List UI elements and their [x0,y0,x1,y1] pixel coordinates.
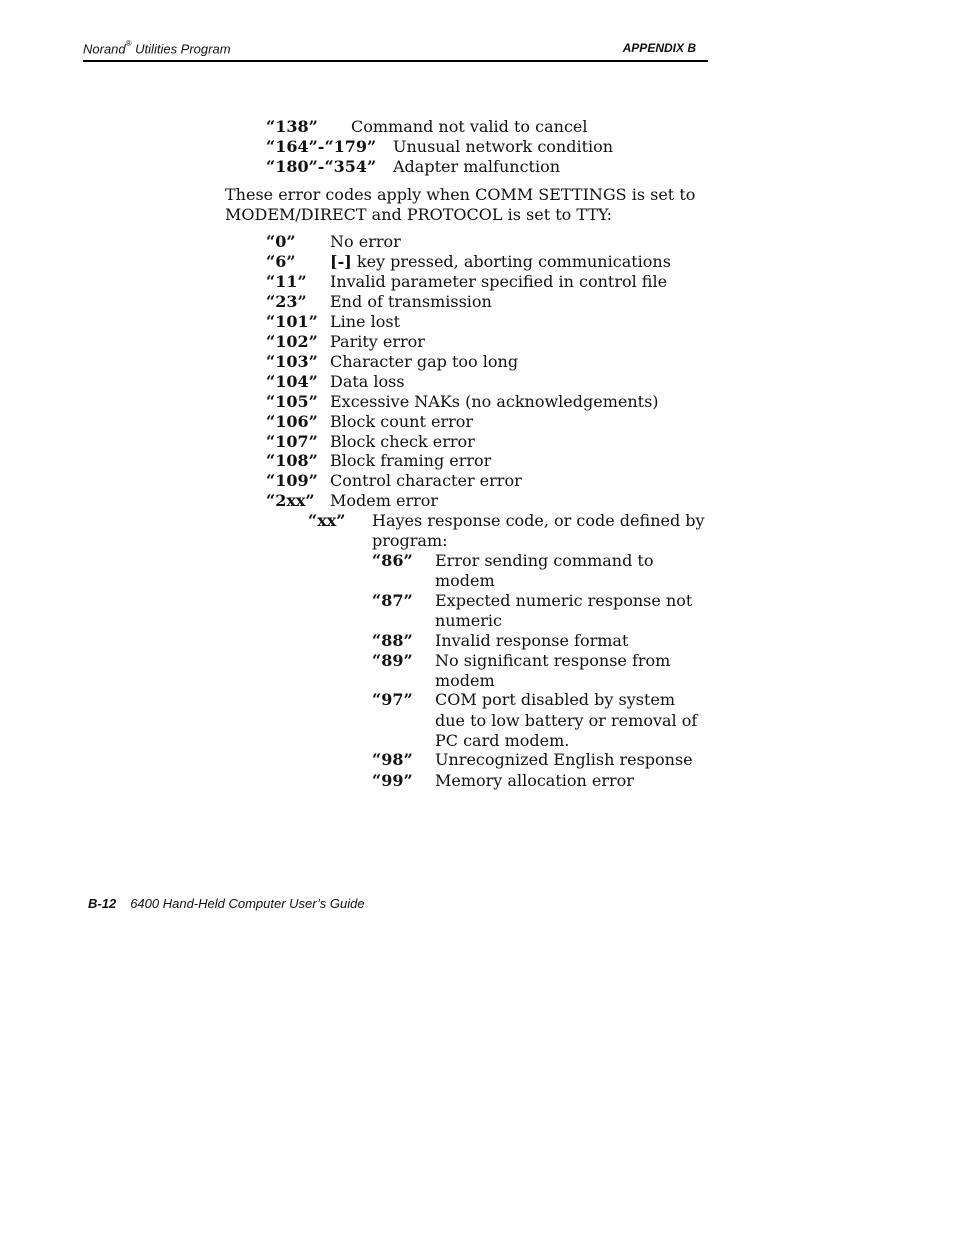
error-code: “88” [372,631,413,650]
header-brand: Norand [83,41,126,57]
error-description: Command not valid to cancel [351,117,588,136]
error-description: Control character error [330,471,522,490]
error-code: “103” [266,352,318,371]
error-code: “99” [372,771,413,790]
error-description: Block check error [330,432,475,451]
error-code: “104” [266,372,318,391]
error-code: “86” [372,551,413,570]
error-description: Line lost [330,312,400,331]
error-code: “108” [266,451,318,470]
error-code: “98” [372,750,413,769]
error-description: Hayes response code, or code defined by [372,511,705,530]
header-appendix: APPENDIX B [622,41,696,55]
error-description: Expected numeric response not [435,591,693,610]
error-description: Memory allocation error [435,771,634,790]
error-description: No error [330,232,401,251]
header-program: Utilities Program [135,41,231,57]
error-description: Error sending command to [435,551,654,570]
error-code: “97” [372,690,413,709]
intro-line: These error codes apply when COMM SETTINGS is set to [225,185,696,204]
page-footer [88,896,365,911]
intro-line: MODEM/DIRECT and PROTOCOL is set to TTY: [225,205,612,224]
error-code: “101” [266,312,318,331]
error-code: “11” [266,272,307,291]
error-description: Data loss [330,372,405,391]
error-description-cont: PC card modem. [435,731,570,750]
error-code: “xx” [308,511,346,530]
error-description-cont: modem [435,671,495,690]
error-description-cont: modem [435,571,495,590]
error-description: Block count error [330,412,474,431]
minus-key: [-] [330,252,352,271]
guide-title: 6400 Hand-Held Computer User’s Guide [130,896,365,911]
error-description: Block framing error [330,451,492,470]
error-description: Unrecognized English response [435,750,693,769]
error-description: Excessive NAKs (no acknowledgements) [330,392,659,411]
error-description: Invalid response format [435,631,629,650]
error-description: No significant response from [435,651,671,670]
error-code: “105” [266,392,318,411]
error-description: Modem error [330,491,439,510]
error-description-cont: numeric [435,611,502,630]
running-header [83,40,708,62]
error-description: Character gap too long [330,352,519,371]
error-code: “0” [266,232,296,251]
error-code: “180”-“354” [266,157,377,176]
error-code: “23” [266,292,307,311]
error-code: “2xx” [266,491,315,510]
error-code: “109” [266,471,318,490]
error-description: Adapter malfunction [393,157,561,176]
error-code: “102” [266,332,318,351]
page-number: B-12 [88,896,117,911]
error-code: “138” [266,117,318,136]
error-code: “164”-“179” [266,137,377,156]
xx-description-cont: program: [372,531,448,550]
error-description: COM port disabled by system [435,690,676,709]
error-description: key pressed, aborting communications [351,252,671,271]
error-description: End of transmission [330,292,492,311]
error-code: “106” [266,412,318,431]
error-code: “87” [372,591,413,610]
error-code: “6” [266,252,296,271]
error-description: Invalid parameter specified in control file [330,272,668,291]
registered-mark: ® [125,39,132,48]
error-description: Unusual network condition [393,137,614,156]
header-title [83,41,231,56]
error-code: “89” [372,651,413,670]
error-description-cont: due to low battery or removal of [435,711,698,730]
error-description: Parity error [330,332,425,351]
error-code: “107” [266,432,318,451]
